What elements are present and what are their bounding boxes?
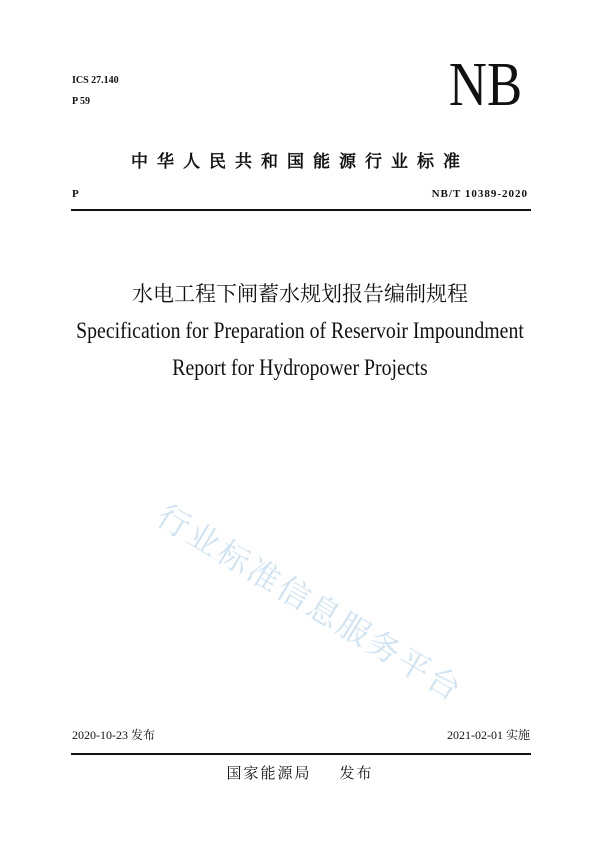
nb-logo: NB xyxy=(448,51,522,119)
issuing-body-header: 中华人民共和国能源行业标准 xyxy=(131,152,469,172)
bottom-divider xyxy=(71,753,531,755)
issue-date: 2020-10-23 发布 xyxy=(72,728,155,742)
ics-code: ICS 27.140 xyxy=(72,75,119,86)
title-english-line1: Specification for Preparation of Reservoir Impoundment xyxy=(76,318,524,343)
publisher xyxy=(0,762,600,783)
watermark: 行业标准信息服务平台 xyxy=(150,496,470,710)
top-divider xyxy=(71,209,531,211)
title-chinese: 水电工程下闸蓄水规划报告编制规程 xyxy=(132,282,468,306)
category-code: P xyxy=(72,188,79,200)
standard-number: NB/T 10389-2020 xyxy=(431,188,528,200)
classification-code: P 59 xyxy=(72,96,91,107)
publisher-action: 发布 xyxy=(339,764,374,782)
publisher-name: 国家能源局 xyxy=(226,764,312,782)
implementation-date: 2021-02-01 实施 xyxy=(447,728,530,742)
title-english-line2: Report for Hydropower Projects xyxy=(172,355,428,380)
